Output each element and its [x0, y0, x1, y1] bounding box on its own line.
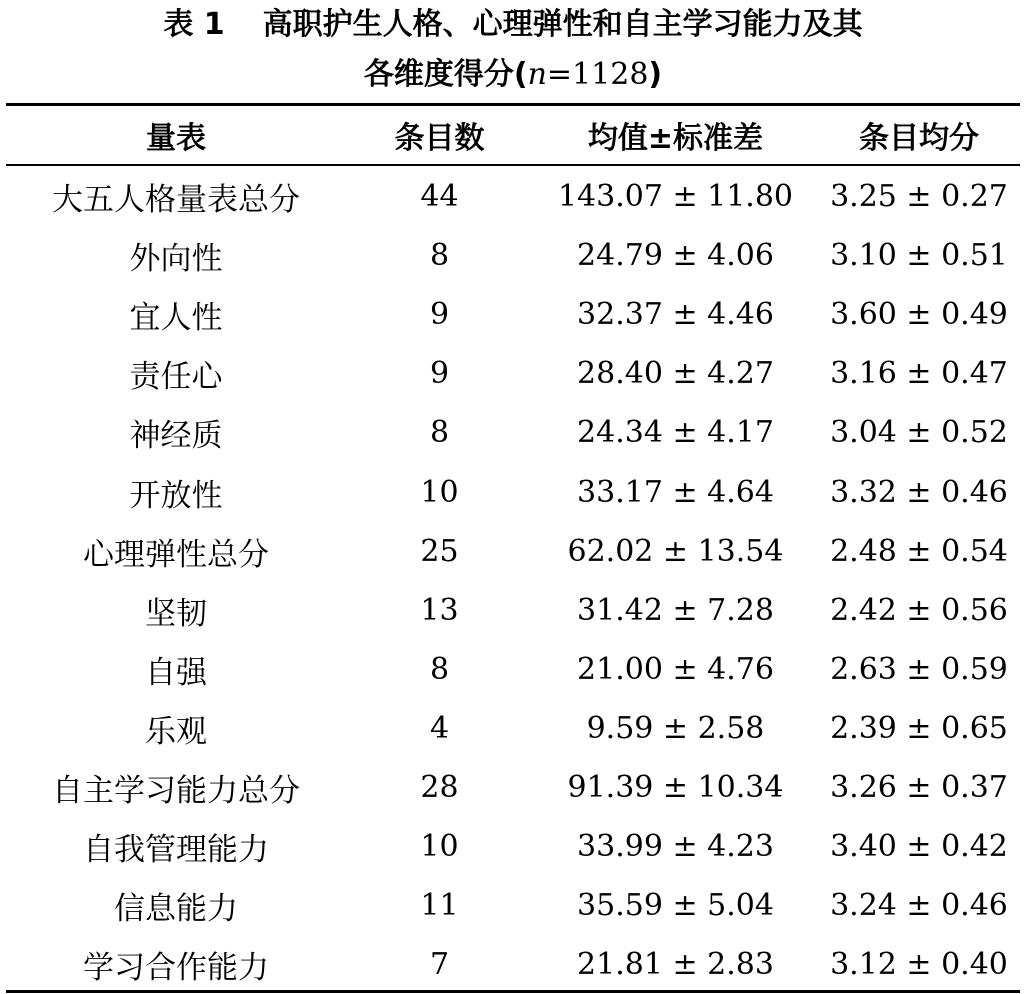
scale-name-cell: 大五人格量表总分 — [52, 182, 300, 219]
mean-sd-cell: 31.42 ± 7.28 — [577, 592, 774, 628]
item-count-cell: 10 — [420, 829, 459, 865]
item-count-cell: 4 — [429, 710, 450, 746]
item-mean-cell: 3.24 ± 0.46 — [830, 888, 1008, 924]
table-row — [6, 699, 1020, 758]
scale-name-cell: 神经质 — [129, 418, 223, 455]
scale-name-cell: 开放性 — [129, 477, 223, 514]
table-body — [6, 164, 1020, 994]
header-item-count: 条目数 — [394, 121, 485, 156]
sample-size-symbol: n — [527, 57, 547, 92]
scale-name-cell: 宜人性 — [129, 300, 223, 337]
item-count-cell: 11 — [420, 888, 459, 924]
table-row — [6, 164, 1020, 226]
scale-name-cell: 信息能力 — [114, 891, 238, 928]
score-table — [6, 106, 1020, 994]
mean-sd-cell: 9.59 ± 2.58 — [586, 710, 765, 746]
caption-title-cont: 各维度得分( — [363, 57, 528, 92]
item-count-cell: 9 — [429, 297, 450, 333]
sample-size-value: =1128 — [546, 57, 649, 92]
table-row — [6, 226, 1020, 285]
scale-name-cell: 外向性 — [129, 241, 223, 278]
header-scale: 量表 — [146, 121, 206, 156]
item-mean-cell: 3.32 ± 0.46 — [830, 474, 1008, 510]
scale-name-cell: 自主学习能力总分 — [52, 772, 300, 809]
scale-name-cell: 心理弹性总分 — [83, 536, 269, 573]
table-row — [6, 462, 1020, 521]
table-row — [6, 581, 1020, 640]
scale-name-cell: 自我管理能力 — [83, 832, 269, 869]
table-row — [6, 876, 1020, 935]
item-mean-cell: 3.12 ± 0.40 — [830, 947, 1008, 983]
mean-sd-cell: 143.07 ± 11.80 — [557, 179, 794, 215]
scale-name-cell: 学习合作能力 — [83, 950, 269, 987]
caption-title: 高职护生人格、心理弹性和自主学习能力及其 — [262, 7, 863, 42]
item-count-cell: 8 — [429, 651, 450, 687]
item-mean-cell: 3.04 ± 0.52 — [830, 415, 1008, 451]
mean-sd-cell: 21.00 ± 4.76 — [577, 651, 774, 687]
item-mean-cell: 3.25 ± 0.27 — [830, 179, 1008, 215]
header-item-mean: 条目均分 — [859, 121, 979, 156]
table-label: 表 1 — [163, 7, 225, 42]
item-count-cell: 10 — [420, 474, 459, 510]
header-row — [6, 106, 1020, 164]
mean-sd-cell: 62.02 ± 13.54 — [567, 533, 784, 569]
table-row — [6, 758, 1020, 817]
caption-line-1 — [0, 6, 1026, 44]
item-mean-cell: 3.26 ± 0.37 — [830, 769, 1008, 805]
item-mean-cell: 3.10 ± 0.51 — [830, 238, 1008, 274]
table-row — [6, 640, 1020, 699]
mean-sd-cell: 33.99 ± 4.23 — [577, 829, 774, 865]
item-mean-cell: 3.16 ± 0.47 — [830, 356, 1008, 392]
scale-name-cell: 自强 — [145, 654, 207, 691]
item-mean-cell: 2.48 ± 0.54 — [830, 533, 1008, 569]
mean-sd-cell: 32.37 ± 4.46 — [577, 297, 774, 333]
item-mean-cell: 3.60 ± 0.49 — [830, 297, 1008, 333]
item-count-cell: 13 — [420, 592, 459, 628]
item-count-cell: 25 — [420, 533, 459, 569]
item-count-cell: 44 — [420, 179, 459, 215]
mean-sd-cell: 35.59 ± 5.04 — [577, 888, 774, 924]
table-row — [6, 344, 1020, 403]
item-mean-cell: 2.63 ± 0.59 — [830, 651, 1008, 687]
header-mean-sd: 均值±标准差 — [587, 121, 764, 156]
table-row — [6, 285, 1020, 344]
table-row — [6, 522, 1020, 581]
item-mean-cell: 2.39 ± 0.65 — [830, 710, 1008, 746]
item-mean-cell: 3.40 ± 0.42 — [830, 829, 1008, 865]
scale-name-cell: 责任心 — [129, 359, 223, 396]
mean-sd-cell: 33.17 ± 4.64 — [577, 474, 774, 510]
mean-sd-cell: 91.39 ± 10.34 — [567, 769, 784, 805]
table-row — [6, 817, 1020, 876]
caption-close-paren: ) — [648, 57, 663, 92]
scale-name-cell: 乐观 — [145, 713, 207, 750]
caption-line-2 — [0, 56, 1026, 94]
item-count-cell: 8 — [429, 238, 450, 274]
mean-sd-cell: 24.34 ± 4.17 — [577, 415, 774, 451]
item-count-cell: 28 — [420, 769, 459, 805]
item-count-cell: 9 — [429, 356, 450, 392]
table-row — [6, 403, 1020, 462]
mean-sd-cell: 24.79 ± 4.06 — [577, 238, 774, 274]
mean-sd-cell: 28.40 ± 4.27 — [577, 356, 774, 392]
item-count-cell: 7 — [429, 947, 450, 983]
mean-sd-cell: 21.81 ± 2.83 — [577, 947, 774, 983]
scale-name-cell: 坚韧 — [145, 595, 207, 632]
item-count-cell: 8 — [429, 415, 450, 451]
table-row — [6, 935, 1020, 994]
item-mean-cell: 2.42 ± 0.56 — [830, 592, 1008, 628]
